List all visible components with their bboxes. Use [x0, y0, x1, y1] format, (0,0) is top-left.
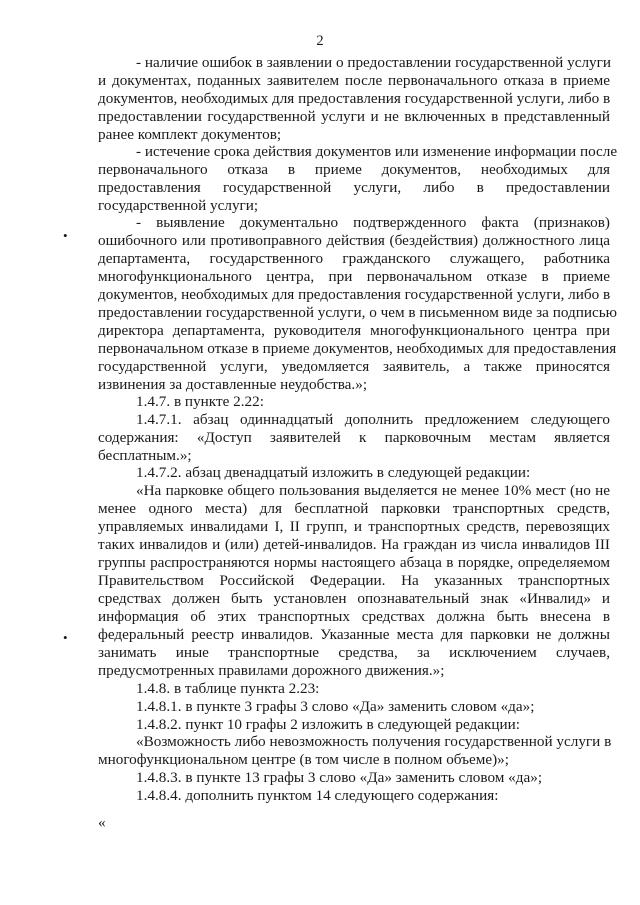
text-line: государственной услуги, уведомляется заявитель, а также приносятся [98, 358, 610, 375]
text-line: предоставлении государственной услуги, о чем в письменном виде за подписью [98, 304, 617, 321]
text-line: 1.4.8. в таблице пункта 2.23: [136, 680, 320, 697]
text-line: предусмотренных правилами дорожного движения.»; [98, 662, 445, 679]
text-line: документов, необходимых для предоставления государственной услуги, либо в [98, 286, 611, 303]
text-line: 1.4.7. в пункте 2.22: [136, 393, 264, 410]
text-line: менее одного места) для бесплатной парковки транспортных средств, [98, 500, 610, 517]
text-line: - выявление документально подтвержденного факта (признаков) [136, 214, 610, 231]
text-line: 1.4.7.2. абзац двенадцатый изложить в следующей редакции: [136, 464, 531, 481]
text-line: средствах должен быть установлен опознавательный знак «Инвалид» и [98, 590, 610, 607]
margin-dot-mark: • [63, 630, 68, 645]
text-line: таких инвалидов и (или) детей-инвалидов. На граждан из числа инвалидов III [98, 536, 610, 553]
text-line: группы распространяются нормы настоящего абзаца в порядке, определяемом [98, 554, 610, 571]
text-line: - истечение срока действия документов или изменение информации после [136, 143, 618, 160]
text-line: 1.4.7.1. абзац одиннадцатый дополнить предложением следующего [136, 411, 610, 428]
text-line: ошибочного или противоправного действия (бездействия) должностного лица [98, 232, 610, 249]
text-line: государственной услуги; [98, 197, 259, 214]
text-line: документов, необходимых для предоставления государственной услуги, либо в [98, 90, 611, 107]
page-number: 2 [316, 33, 324, 49]
text-line: первоначального отказа в приеме документов, необходимых для [98, 161, 610, 178]
text-line: 1.4.8.4. дополнить пунктом 14 следующего содержания: [136, 787, 499, 804]
text-line: 1.4.8.2. пункт 10 графы 2 изложить в следующей редакции: [136, 716, 520, 733]
text-line: 1.4.8.3. в пункте 13 графы 3 слово «Да» заменить словом «да»; [136, 769, 543, 786]
text-line: и документах, поданных заявителем после первоначального отказа в приеме [98, 72, 610, 89]
text-line: информация об этих транспортных средствах должна быть внесена в [98, 608, 610, 625]
text-line: предоставлении государственной услуги и не включенных в представленный [98, 108, 610, 125]
text-line: содержания: «Доступ заявителей к парковочным местам является [98, 429, 610, 446]
text-line: директора департамента, руководителя многофункционального центра при [98, 322, 610, 339]
text-line: бесплатным.»; [98, 447, 192, 464]
text-line: Правительством Российской Федерации. На указанных транспортных [98, 572, 610, 589]
text-line: 1.4.8.1. в пункте 3 графы 3 слово «Да» заменить словом «да»; [136, 698, 535, 715]
text-line: занимать иные транспортные средства, за исключением случаев, [98, 644, 610, 661]
text-line: - наличие ошибок в заявлении о предоставлении государственной услуги [136, 54, 611, 71]
text-line: извинения за доставленные неудобства.»; [98, 376, 368, 393]
text-line: многофункциональном центре (в том числе в полном объеме)»; [98, 751, 509, 768]
text-line: многофункционального центра, при первоначальном отказе в приеме [98, 268, 610, 285]
text-line: ранее комплект документов; [98, 126, 282, 143]
text-line: предоставления государственной услуги, либо в предоставлении [98, 179, 610, 196]
text-line: «На парковке общего пользования выделяется не менее 10% мест (но не [136, 482, 610, 499]
margin-dot-mark: • [63, 228, 68, 243]
text-line: « [98, 814, 106, 831]
text-line: федеральный реестр инвалидов. Указанные места для парковки не должны [98, 626, 610, 643]
text-line: управляемых инвалидами I, II групп, и транспортных средств, перевозящих [98, 518, 610, 535]
text-line: департамента, государственного гражданского служащего, работника [98, 250, 610, 267]
text-line: «Возможность либо невозможность получения государственной услуги в [136, 733, 612, 750]
text-line: первоначальном отказе в приеме документов, необходимых для предоставления [98, 340, 617, 357]
